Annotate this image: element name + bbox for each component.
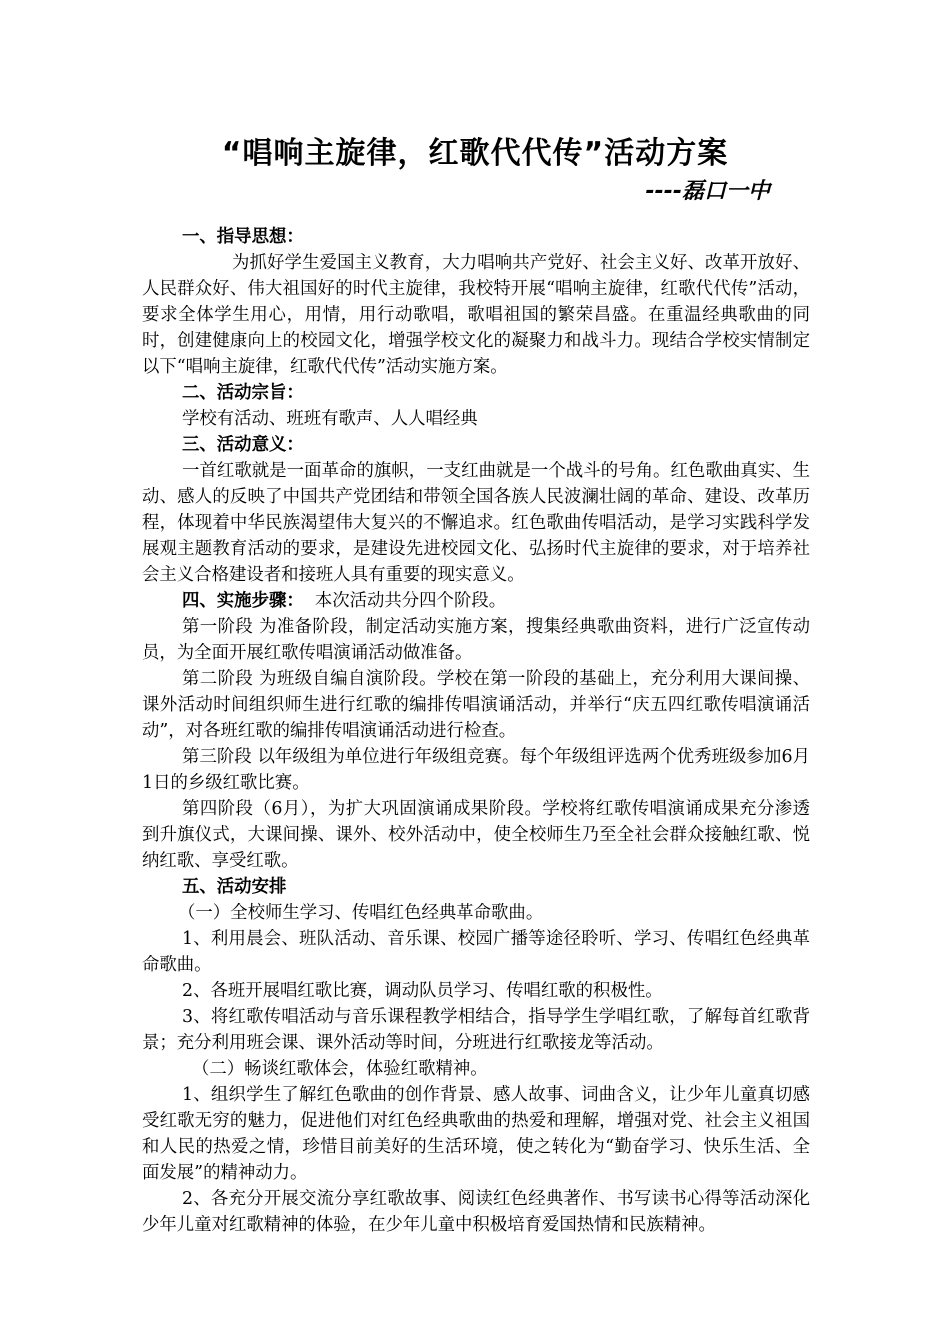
paragraph-arrangement-1-3: 3、将红歌传唱活动与音乐课程教学相结合，指导学生学唱红歌，了解每首红歌背景；充分利用班会课、课外活动等时间，分班进行红歌接龙等活动。 [142, 1007, 810, 1053]
section-heading-purpose: 二、活动宗旨： [182, 383, 304, 403]
steps-intro-text: 本次活动共分四个阶段。 [314, 591, 507, 611]
paragraph-arrangement-2-2: 2、各充分开展交流分享红歌故事、阅读红色经典著作、书写读书心得等活动深化少年儿童对红歌精神的体验，在少年儿童中积极培育爱国热情和民族精神。 [142, 1189, 810, 1235]
paragraph-guiding-thought: 为抓好学生爱国主义教育，大力唱响共产党好、社会主义好、改革开放好、人民群众好、伟大祖国好的时代主旋律，我校特开展“唱响主旋律，红歌代代传”活动，要求全体学生用心，用情，用行动歌唱，歌唱祖国的繁荣昌盛。在重温经典歌曲的同时，创建健康向上的校园文化，增强学校文化的凝聚力和战斗力。现结合学校实情制定以下“唱响主旋律，红歌代代传”活动实施方案。 [142, 253, 810, 377]
section-heading-steps: 四、实施步骤： [182, 591, 304, 611]
paragraph-arrangement-1-1: 1、利用晨会、班队活动、音乐课、校园广播等途径聆听、学习、传唱红色经典革命歌曲。 [142, 929, 810, 975]
paragraph-significance: 一首红歌就是一面革命的旗帜，一支红曲就是一个战斗的号角。红色歌曲真实、生动、感人的反映了中国共产党团结和带领全国各族人民波澜壮阔的革命、建设、改革历程，体现着中华民族渴望伟大复兴的不懈追求。红色歌曲传唱活动，是学习实践科学发展观主题教育活动的要求，是建设先进校园文化、弘扬时代主旋律的要求，对于培养社会主义合格建设者和接班人具有重要的现实意义。 [142, 461, 810, 585]
paragraph-arrangement-1-2: 2、各班开展唱红歌比赛，调动队员学习、传唱红歌的积极性。 [182, 981, 663, 1001]
section-heading-significance: 三、活动意义： [182, 435, 304, 455]
section-heading-guiding-thought: 一、指导思想： [182, 227, 304, 247]
paragraph-stage-4: 第四阶段（6月），为扩大巩固演诵成果阶段。学校将红歌传唱演诵成果充分渗透到升旗仪式，大课间操、课外、校外活动中，使全校师生乃至全社会群众接触红歌、悦纳红歌、享受红歌。 [142, 799, 810, 871]
paragraph-purpose: 学校有活动、班班有歌声、人人唱经典 [182, 409, 478, 429]
paragraph-stage-1: 第一阶段 为准备阶段，制定活动实施方案，搜集经典歌曲资料，进行广泛宣传动员，为全面开展红歌传唱演诵活动做准备。 [142, 617, 810, 663]
section-heading-arrangement: 五、活动安排 [182, 877, 287, 897]
paragraph-stage-2: 第二阶段 为班级自编自演阶段。学校在第一阶段的基础上，充分利用大课间操、课外活动时间组织师生进行红歌的编排传唱演诵活动，并举行“庆五四红歌传唱演诵活动”，对各班红歌的编排传唱演诵活动进行检查。 [142, 669, 810, 741]
document-body [142, 224, 810, 1238]
subheading-arrangement-2: （二）畅谈红歌体会，体验红歌精神。 [192, 1059, 488, 1079]
document-author: ----磊口一中 [645, 179, 770, 204]
paragraph-arrangement-2-1: 1、组织学生了解红色歌曲的创作背景、感人故事、词曲含义，让少年儿童真切感受红歌无穷的魅力，促进他们对红色经典歌曲的热爱和理解，增强对党、社会主义祖国和人民的热爱之情，珍惜目前美好的生活环境，使之转化为“勤奋学习、快乐生活、全面发展”的精神动力。 [142, 1085, 810, 1183]
paragraph-stage-3: 第三阶段 以年级组为单位进行年级组竞赛。每个年级组评选两个优秀班级参加6月1日的乡级红歌比赛。 [142, 747, 810, 793]
steps-intro-line [142, 588, 810, 614]
document-title: “唱响主旋律，红歌代代传”活动方案 [221, 136, 729, 171]
subheading-arrangement-1: （一）全校师生学习、传唱红色经典革命歌曲。 [178, 903, 544, 923]
